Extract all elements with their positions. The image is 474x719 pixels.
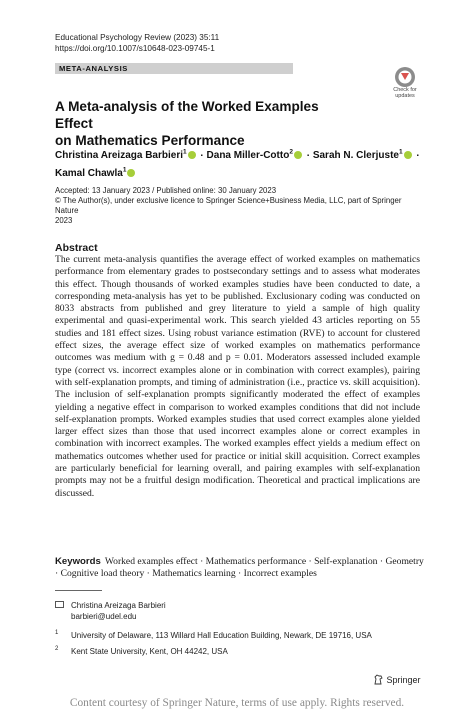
author-affiliation-mark: 1 xyxy=(183,149,187,156)
copyright-line: © The Author(s), under exclusive licence to Springer Science+Business Media, LLC, part of Springer Nature xyxy=(55,196,402,215)
envelope-icon xyxy=(55,601,64,608)
author-name: Christina Areizaga Barbieri xyxy=(55,150,184,162)
author-separator: · xyxy=(303,150,313,162)
author-separator: · xyxy=(197,150,207,162)
abstract-heading: Abstract xyxy=(55,242,98,254)
check-updates-icon xyxy=(388,66,422,88)
affiliation-item xyxy=(55,630,372,641)
affiliation-item xyxy=(55,646,228,657)
orcid-icon[interactable] xyxy=(404,151,412,159)
publisher-logo xyxy=(373,674,421,685)
article-type-banner xyxy=(55,63,293,74)
author-affiliation-mark: 1 xyxy=(398,149,403,156)
copyright-year: 2023 xyxy=(55,216,73,225)
affiliation-text: University of Delaware, 113 Willard Hall Education Building, Newark, DE 19716, USA xyxy=(71,631,372,640)
affiliation-text: Kent State University, Kent, OH 44242, USA xyxy=(71,647,228,656)
author-name: Dana Miller-Cotto xyxy=(206,150,290,162)
article-title xyxy=(55,98,355,149)
title-line2: on Mathematics Performance xyxy=(55,133,245,148)
correspondence xyxy=(55,600,166,622)
journal-citation: Educational Psychology Review (2023) 35:11 xyxy=(55,33,220,42)
doi-link[interactable]: https://doi.org/10.1007/s10648-023-09745-1 xyxy=(55,44,215,53)
author-name: Sarah N. Clerjuste xyxy=(312,150,399,162)
journal-header xyxy=(55,32,219,54)
publication-dates xyxy=(55,186,425,226)
springer-horse-icon xyxy=(373,674,384,685)
title-line1: A Meta-analysis of the Worked Examples Effect xyxy=(55,99,319,131)
dates-accepted-published: Accepted: 13 January 2023 / Published online: 30 January 2023 xyxy=(55,186,277,195)
author-item[interactable] xyxy=(207,150,304,161)
author-item[interactable] xyxy=(313,150,414,161)
author-affiliation-mark: 1 xyxy=(122,166,127,174)
orcid-icon[interactable] xyxy=(127,169,135,177)
keywords-list: Worked examples effect · Mathematics performance · Self-explanation · Geometry · Cognitive load theory · Mathematics learning · Incorrect examples xyxy=(55,556,424,580)
corresponding-author: Christina Areizaga Barbieri xyxy=(71,601,166,610)
author-list xyxy=(55,146,425,181)
keywords-label: Keywords xyxy=(55,556,101,567)
author-affiliation-mark: 2 xyxy=(289,149,293,156)
check-updates-line2: updates xyxy=(395,93,415,99)
abstract-text: The current meta-analysis quantifies the average effect of worked examples on mathematics performance from elementary grades to postsecondary settings and to assess what moderates this effect. Though thousands of worked examples studies have been conducted to date, a corresponding meta-analysis has yet to be published. Exclusionary coding was conducted on 8033 abstracts from published and grey literature to yield a sample of high quality experimental and quasi-experimental work. This search yielded 43 articles reporting on 55 studies and 181 effect sizes. Using robust variance estimation (RVE) to account for clustered effect sizes, the average effect size of worked examples on mathematics performance outcomes was medium with g = 0.48 and p = 0.01. Moderators assessed included example type (correct vs. incorrect examples alone or in combination with correct examples), pairing with self-explanation prompts, and timing of administration (i.e., practice vs. skill acquisition). The inclusion of self-explanation prompts significantly moderated the effect of examples yielding a negative effect in comparison to worked examples conditions that did not include self-explanation prompts. Worked examples studies that used correct examples alone yielded larger effect sizes than those that used incorrect examples alone or correct examples in combination with incorrect examples. The worked examples effect yields a medium effect on mathematics outcomes whether used for practice or initial skill acquisition. Correct examples are particularly beneficial for learning overall, and pairing examples with self-explanation prompts may not be a fruitful design modification. Theoretical and practical implications are discussed. xyxy=(55,254,420,499)
author-item[interactable] xyxy=(55,168,137,179)
orcid-icon[interactable] xyxy=(188,151,196,159)
corresponding-email[interactable]: barbieri@udel.edu xyxy=(71,612,137,621)
footnote-divider xyxy=(55,590,102,591)
author-separator: · xyxy=(413,150,420,162)
author-name: Kamal Chawla xyxy=(55,167,123,179)
affiliation-number: 1 xyxy=(55,630,59,636)
check-updates-line1: Check for xyxy=(393,87,417,93)
affiliation-number: 2 xyxy=(55,646,59,652)
article-type-label: META-ANALYSIS xyxy=(59,64,128,73)
publisher-name: Springer xyxy=(386,675,421,685)
author-item[interactable] xyxy=(55,150,198,161)
keywords xyxy=(55,556,425,581)
orcid-icon[interactable] xyxy=(294,151,302,159)
courtesy-footer: Content courtesy of Springer Nature, terms of use apply. Rights reserved. xyxy=(69,697,405,709)
check-for-updates-badge[interactable] xyxy=(388,66,422,100)
